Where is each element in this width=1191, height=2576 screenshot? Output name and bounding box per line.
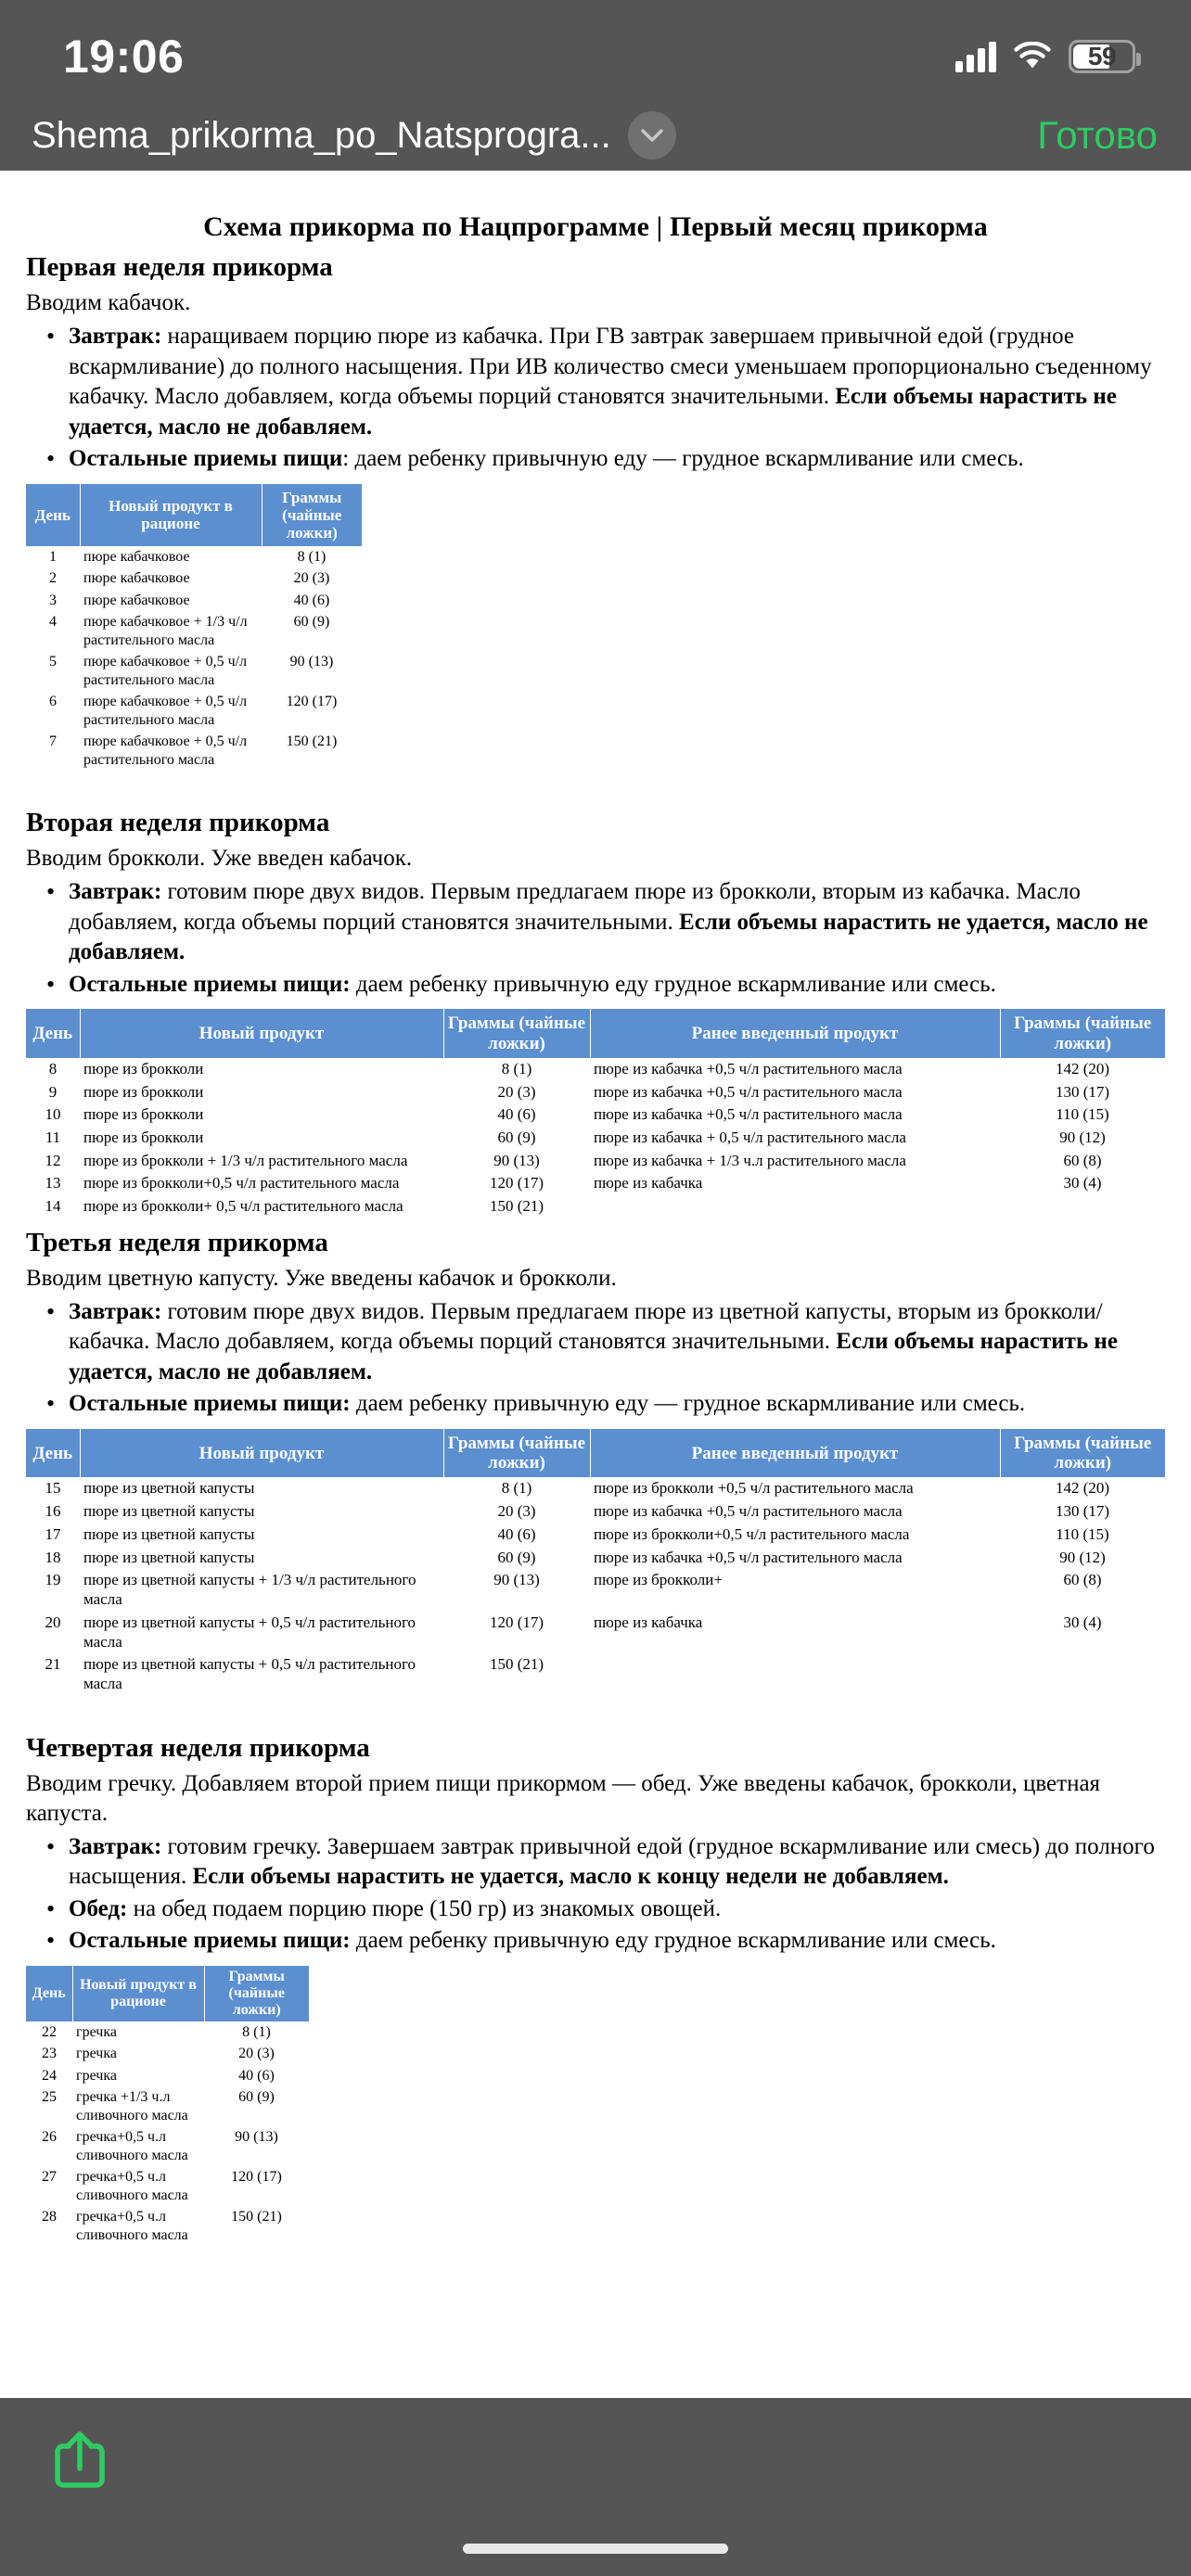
table-row [26, 1150, 1165, 1173]
cell-product: пюре из кабачка +0,5 ч/л растительного масла [594, 1059, 903, 1078]
bullet-lead: Завтрак: [69, 879, 162, 905]
bullet-text: готовим пюре двух видов. Первым предлагаем пюре из брокколи, вторым из кабачка. Масло добавляем, когда объемы порций становятся значительными. [69, 879, 1081, 935]
week3-bullets [26, 1297, 1165, 1420]
cell-grams: 8 (1) [501, 1479, 532, 1498]
bottom-toolbar [0, 2398, 1191, 2576]
cell-grams: 40 (6) [293, 592, 330, 608]
cell-product: гречка+0,5 ч.л сливочного масла [76, 2169, 188, 2203]
cell-product: пюре кабачковое [83, 592, 190, 608]
col-header-product: Новый продукт в рационе [80, 484, 262, 546]
week2-bullets [26, 877, 1165, 1000]
week4-bullets [26, 1832, 1165, 1957]
cell-grams: 142 (20) [1055, 1479, 1110, 1498]
cell-grams [1000, 1195, 1165, 1218]
cell-day: 24 [42, 2067, 57, 2084]
cell-grams: 142 (20) [1055, 1059, 1110, 1078]
week2-table-body [26, 1058, 1165, 1218]
cell-grams: 60 (9) [497, 1129, 536, 1146]
cell-grams: 40 (6) [497, 1105, 536, 1124]
cell-grams: 120 (17) [231, 2169, 282, 2186]
bullet-tail: Если объемы нарастить не удается, масло не добавляем. [69, 1329, 1118, 1384]
table-row [26, 1524, 1165, 1547]
table-header-row [26, 1009, 1165, 1058]
col-header-grams: Граммы (чайные ложки) [262, 484, 362, 546]
week1-intro: Вводим кабачок. [26, 290, 191, 315]
week1-heading: Первая неделя прикорма [26, 252, 333, 282]
cell-product: пюре из кабачка +0,5 ч/л растительного масла [594, 1105, 903, 1124]
cellular-signal-icon [955, 41, 996, 72]
cell-grams: 20 (3) [497, 1502, 536, 1521]
table-header-row [26, 1429, 1165, 1478]
table-row [26, 2065, 309, 2087]
bullet-text: на обед подаем порцию пюре (150 гр) из знакомых овощей. [127, 1895, 722, 1921]
table-row [26, 2166, 309, 2206]
cell-product: пюре кабачковое + 0,5 ч/л растительного масла [83, 694, 248, 728]
col-header-grams-prev: Граммы (чайные ложки) [1000, 1429, 1165, 1478]
bullet-text: готовим гречку. Завершаем завтрак привычной едой (грудное вскармливание или смесь) до полного насыщения. [69, 1833, 1155, 1890]
col-header-new-product: Новый продукт [80, 1429, 443, 1478]
table-row [26, 2206, 309, 2246]
cell-product: пюре из брокколи+0,5 ч/л растительного масла [83, 1174, 400, 1192]
bullet-lead: Завтрак: [69, 1833, 162, 1859]
cell-day: 22 [42, 2023, 57, 2040]
table-row [26, 1081, 1165, 1104]
cell-grams: 90 (13) [289, 654, 334, 670]
col-header-grams: Граммы (чайные ложки) [204, 1966, 309, 2021]
cell-product: пюре из кабачка + 1/3 ч.л растительного масла [594, 1151, 906, 1169]
cell-grams: 30 (4) [1063, 1174, 1102, 1192]
status-time: 19:06 [63, 31, 185, 83]
week2-table [26, 1009, 1165, 1218]
cell-grams: 60 (9) [497, 1548, 536, 1566]
share-icon[interactable] [45, 2426, 115, 2496]
cell-product: пюре из кабачка +0,5 ч/л растительного масла [594, 1082, 903, 1101]
cell-day: 7 [49, 733, 57, 750]
col-header-product: Новый продукт в рационе [72, 1966, 204, 2021]
cell-day: 3 [49, 592, 57, 608]
list-item [26, 877, 1165, 968]
week3-table-body [26, 1477, 1165, 1695]
table-row [26, 2086, 309, 2126]
week3-heading: Третья неделя прикорма [26, 1227, 328, 1257]
list-item [26, 1297, 1165, 1388]
cell-grams: 150 (21) [286, 733, 338, 750]
table-row [26, 2043, 309, 2065]
bullet-text: готовим пюре двух видов. Первым предлагаем пюре из цветной капусты, вторым из брокколи/кабачка. Масло добавляем, когда объемы порций становятся значительными. [69, 1298, 1103, 1355]
col-header-day: День [26, 484, 80, 546]
cell-product: пюре кабачковое + 1/3 ч/л растительного масла [83, 614, 248, 648]
cell-grams: 40 (6) [497, 1524, 536, 1543]
cell-grams: 90 (13) [493, 1571, 540, 1589]
week4-intro: Вводим гречку. Добавляем второй прием пищи прикормом — обед. Уже введены кабачок, брокколи, цветная капуста. [26, 1770, 1101, 1826]
table-row [26, 2126, 309, 2166]
week3-intro: Вводим цветную капусту. Уже введены кабачок и брокколи. [26, 1265, 617, 1291]
cell-product: пюре из кабачка +0,5 ч/л растительного масла [594, 1502, 903, 1521]
cell-product: пюре из кабачка +0,5 ч/л растительного масла [594, 1548, 903, 1566]
table-row [26, 1569, 1165, 1611]
cell-grams: 120 (17) [286, 694, 338, 710]
cell-product [590, 1653, 1000, 1695]
cell-product: гречка [76, 2023, 117, 2040]
cell-grams: 60 (9) [293, 614, 330, 631]
week2-intro: Вводим брокколи. Уже введен кабачок. [26, 846, 413, 872]
cell-product: пюре из кабачка [594, 1174, 703, 1192]
table-row [26, 567, 362, 590]
cell-grams: 110 (15) [1056, 1524, 1109, 1543]
week1-table [26, 484, 362, 772]
cell-product: пюре кабачковое + 0,5 ч/л растительного масла [83, 654, 248, 688]
list-item [26, 1894, 1165, 1925]
cell-day: 27 [42, 2169, 57, 2186]
cell-product: пюре из брокколи+ 0,5 ч/л растительного масла [83, 1197, 403, 1216]
cell-grams: 150 (21) [231, 2209, 282, 2225]
bullet-tail: Если объемы нарастить не удается, масло не добавляем. [69, 384, 1117, 440]
cell-product: пюре из брокколи [83, 1129, 204, 1146]
bullet-text: даем ребенку привычную еду грудное вскармливание или смесь. [350, 1928, 996, 1954]
page-title: Схема прикорма по Нацпрограмме | Первый месяц прикорма [203, 211, 988, 242]
bullet-lead: Остальные приемы пищи: [69, 1928, 351, 1954]
cell-product: пюре кабачковое [83, 548, 190, 565]
cell-product: гречка [76, 2067, 117, 2084]
table-row [26, 590, 362, 612]
week2-heading: Вторая неделя прикорма [26, 808, 330, 838]
col-header-grams-prev: Граммы (чайные ложки) [1000, 1009, 1165, 1058]
cell-day: 23 [42, 2046, 57, 2062]
cell-product: пюре из цветной капусты [83, 1524, 255, 1543]
battery-icon [1069, 40, 1135, 73]
wifi-icon [1013, 42, 1052, 71]
bullet-lead: Завтрак: [69, 324, 162, 349]
cell-grams: 20 (3) [238, 2046, 275, 2062]
cell-product: гречка +1/3 ч.л сливочного масла [76, 2089, 188, 2123]
bullet-lead: Остальные приемы пищи: [69, 971, 351, 997]
status-bar [0, 0, 1191, 100]
cell-product: пюре из брокколи [83, 1105, 204, 1124]
col-header-day: День [26, 1429, 80, 1478]
cell-grams: 120 (17) [489, 1613, 544, 1631]
cell-product [590, 1195, 1000, 1218]
bullet-text: даем ребенку привычную еду — грудное вскармливание или смесь. [350, 1391, 1026, 1417]
cell-grams: 60 (8) [1063, 1151, 1102, 1169]
cell-day: 8 [48, 1059, 58, 1078]
cell-grams: 90 (13) [235, 2129, 278, 2146]
table-row [26, 1103, 1165, 1127]
bullet-text: наращиваем порцию пюре из кабачка. При ГВ завтрак завершаем привычной едой (грудное вскармливание) до полного насыщения. При ИВ количество смеси уменьшаем пропорционально съеденному кабачку. Масло добавляем, когда объемы порций становятся значительными. [69, 324, 1152, 409]
col-header-prev-product: Ранее введенный продукт [590, 1429, 1000, 1478]
cell-product: пюре из брокколи+ [594, 1571, 723, 1589]
chevron-down-icon[interactable] [628, 111, 676, 159]
table-row [26, 1500, 1165, 1524]
table-header-row [26, 1966, 309, 2021]
cell-grams: 60 (8) [1063, 1571, 1102, 1589]
table-row [26, 731, 362, 771]
list-item [26, 1389, 1165, 1420]
cell-grams: 90 (12) [1059, 1129, 1106, 1146]
document-title-label: Shema_prikorma_po_Natsprogra... [32, 114, 611, 156]
cell-grams: 150 (21) [489, 1655, 544, 1674]
table-header-row [26, 484, 362, 546]
cell-day: 12 [45, 1151, 61, 1169]
battery-percent-label: 59 [1087, 42, 1117, 70]
cell-grams: 110 (15) [1056, 1105, 1109, 1124]
col-header-day: День [26, 1009, 80, 1058]
cell-day: 16 [45, 1502, 61, 1521]
cell-grams: 90 (12) [1059, 1548, 1106, 1566]
cell-product: пюре из брокколи +0,5 ч/л растительного масла [594, 1479, 914, 1498]
week3-table [26, 1429, 1165, 1696]
col-header-grams-new: Граммы (чайные ложки) [443, 1009, 590, 1058]
table-row [26, 651, 362, 691]
cell-product: пюре из брокколи + 1/3 ч/л растительного масла [83, 1151, 408, 1169]
table-row [26, 1058, 1165, 1081]
week4-table-body [26, 2021, 309, 2247]
bullet-lead: Завтрак: [69, 1298, 162, 1324]
quicklook-navbar [0, 100, 1191, 171]
cell-day: 9 [48, 1082, 58, 1101]
cell-product: пюре из брокколи [83, 1082, 204, 1101]
bullet-text: даем ребенку привычную еду грудное вскармливание или смесь. [350, 971, 996, 997]
cell-product: пюре из цветной капусты [83, 1479, 255, 1498]
cell-day: 15 [45, 1479, 61, 1498]
cell-grams [1000, 1653, 1165, 1695]
table-row [26, 1477, 1165, 1500]
cell-product: гречка+0,5 ч.л сливочного масла [76, 2209, 188, 2243]
cell-product: гречка [76, 2046, 117, 2062]
cell-grams: 130 (17) [1055, 1502, 1110, 1521]
cell-day: 2 [49, 570, 57, 587]
week1-table-body [26, 546, 362, 772]
cell-product: пюре из брокколи+0,5 ч/л растительного масла [594, 1524, 910, 1543]
cell-product: гречка+0,5 ч.л сливочного масла [76, 2129, 188, 2163]
cell-grams: 60 (9) [238, 2089, 275, 2106]
table-row [26, 1172, 1165, 1195]
cell-product: пюре из цветной капусты + 0,5 ч/л растительного масла [83, 1655, 416, 1693]
done-button[interactable]: Готово [1037, 113, 1158, 157]
status-indicators [955, 27, 1135, 73]
cell-product: пюре из брокколи [83, 1059, 204, 1078]
table-row [26, 1127, 1165, 1150]
cell-day: 14 [45, 1197, 61, 1216]
cell-day: 21 [45, 1655, 61, 1674]
cell-grams: 40 (6) [238, 2067, 275, 2084]
cell-grams: 8 (1) [242, 2023, 271, 2040]
table-row [26, 611, 362, 651]
cell-day: 26 [42, 2129, 57, 2146]
table-row [26, 546, 362, 568]
bullet-lead: Остальные приемы пищи: [69, 1391, 351, 1417]
cell-day: 13 [45, 1174, 61, 1192]
table-row [26, 2021, 309, 2044]
cell-product: пюре из цветной капусты + 1/3 ч/л растительного масла [83, 1571, 416, 1609]
cell-day: 1 [49, 548, 57, 565]
cell-day: 5 [49, 654, 57, 670]
list-item [26, 1926, 1165, 1957]
table-row [26, 1547, 1165, 1570]
cell-product: пюре кабачковое + 0,5 ч/л растительного масла [83, 733, 248, 768]
cell-day: 6 [49, 694, 57, 710]
cell-product: пюре кабачковое [83, 570, 190, 587]
list-item [26, 970, 1165, 1001]
col-header-new-product: Новый продукт [80, 1009, 443, 1058]
table-row [26, 1653, 1165, 1695]
cell-product: пюре из кабачка [594, 1613, 703, 1631]
col-header-prev-product: Ранее введенный продукт [590, 1009, 1000, 1058]
cell-day: 20 [45, 1613, 61, 1631]
bullet-tail: Если объемы нарастить не удается, масло не добавляем. [69, 909, 1148, 965]
week4-heading: Четвертая неделя прикорма [26, 1732, 370, 1763]
table-row [26, 1195, 1165, 1218]
cell-grams: 8 (1) [297, 548, 327, 565]
week4-table [26, 1966, 309, 2246]
cell-day: 28 [42, 2209, 57, 2225]
cell-grams: 8 (1) [501, 1059, 532, 1078]
table-row [26, 691, 362, 731]
cell-day: 11 [45, 1129, 61, 1146]
cell-product: пюре из кабачка + 0,5 ч/л растительного масла [594, 1129, 906, 1146]
col-header-grams-new: Граммы (чайные ложки) [443, 1429, 590, 1478]
cell-product: пюре из цветной капусты + 0,5 ч/л растительного масла [83, 1613, 416, 1651]
col-header-day: День [26, 1966, 72, 2021]
cell-day: 10 [45, 1105, 61, 1124]
cell-grams: 30 (4) [1063, 1613, 1102, 1631]
table-row [26, 1612, 1165, 1653]
home-indicator[interactable] [463, 2544, 728, 2554]
cell-product: пюре из цветной капусты [83, 1502, 255, 1521]
cell-day: 19 [45, 1571, 61, 1589]
cell-grams: 120 (17) [489, 1174, 544, 1192]
list-item [26, 322, 1165, 442]
document-page[interactable] [0, 171, 1191, 2398]
cell-grams: 20 (3) [293, 570, 330, 587]
cell-day: 4 [49, 614, 57, 631]
bullet-lead: Обед: [69, 1895, 128, 1921]
cell-day: 18 [45, 1548, 61, 1566]
cell-grams: 130 (17) [1055, 1082, 1110, 1101]
cell-grams: 20 (3) [497, 1082, 536, 1101]
bullet-lead: Остальные приемы пищи [69, 446, 343, 471]
cell-grams: 90 (13) [493, 1151, 540, 1169]
bullet-tail: Если объемы нарастить не удается, масло к концу недели не добавляем. [192, 1864, 949, 1890]
cell-product: пюре из цветной капусты [83, 1548, 255, 1566]
list-item [26, 444, 1165, 475]
bullet-text: : даем ребенку привычную еду — грудное вскармливание или смесь. [342, 446, 1024, 471]
cell-day: 25 [42, 2089, 57, 2106]
cell-grams: 150 (21) [489, 1197, 544, 1216]
list-item [26, 1832, 1165, 1893]
week1-bullets [26, 322, 1165, 475]
cell-day: 17 [45, 1524, 61, 1543]
